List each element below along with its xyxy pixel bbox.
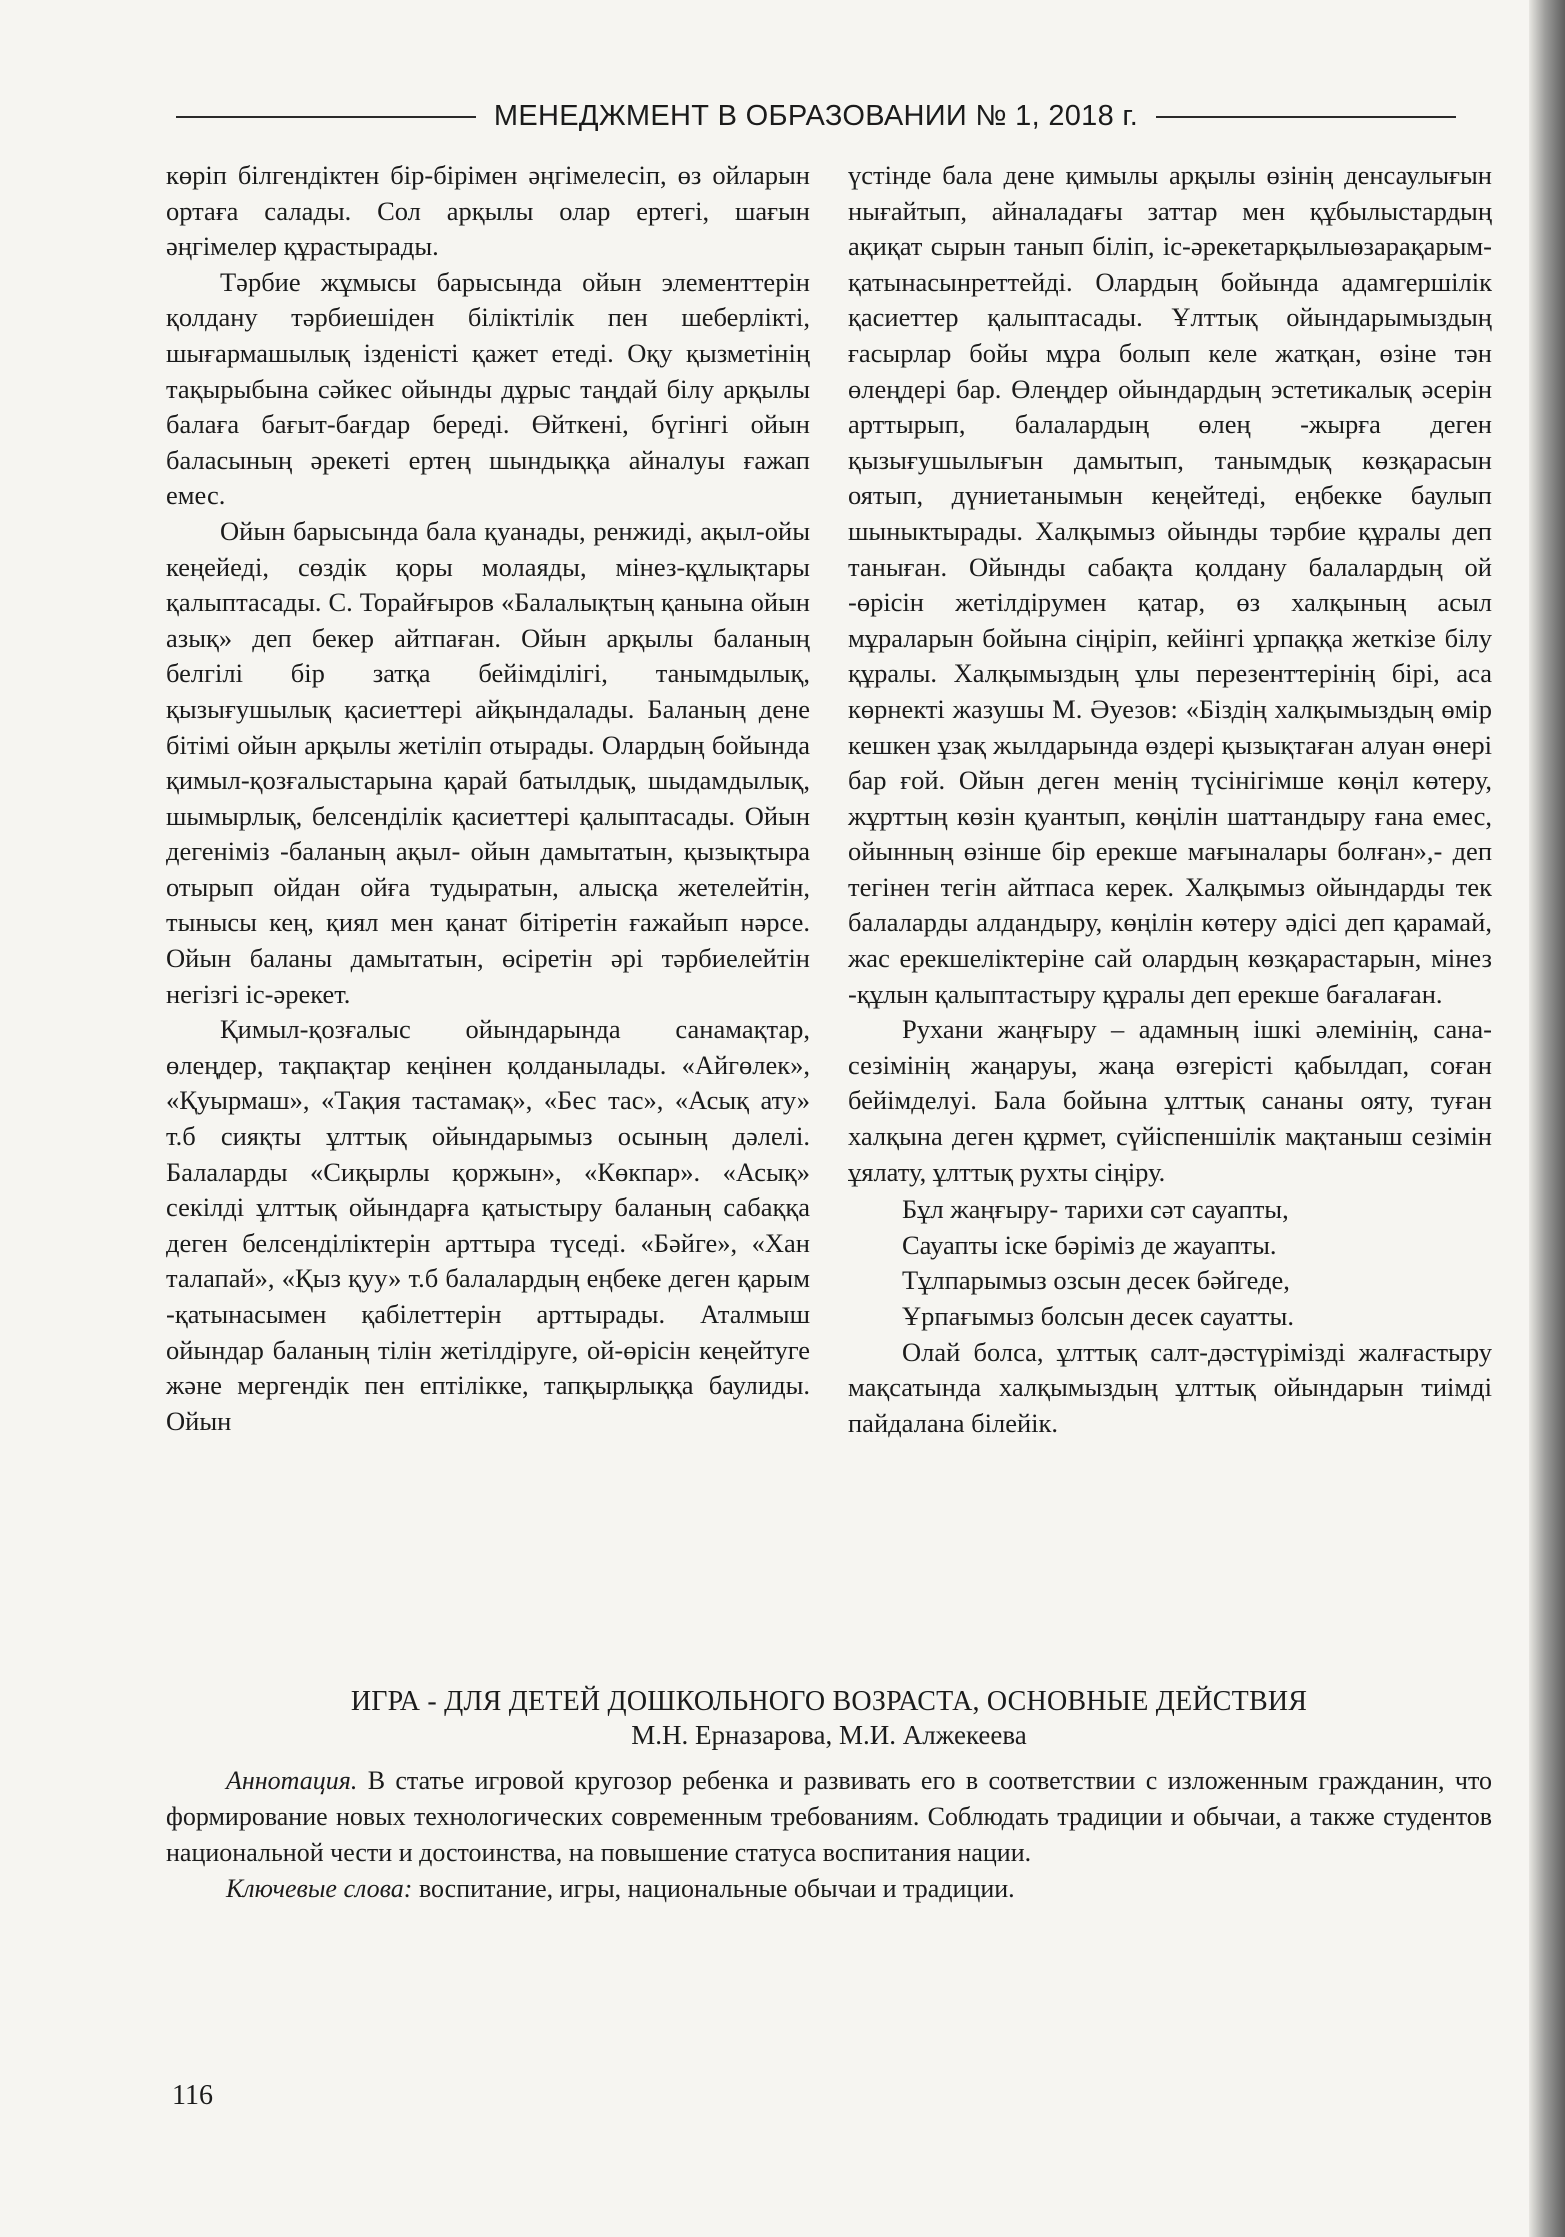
- header-rule-left: [176, 116, 476, 118]
- poem-line: Тұлпарымыз озсын десек бәйгеде,: [902, 1265, 1290, 1296]
- paragraph: Рухани жаңғыру – адамның ішкі әлемінің, сана- сезімінің жаңаруы, жаңа өзгерісті қабылдап, соған бейімделуі. Бала бойына ұлттық сананы ояту, туған халқына деген құрмет, сүйіспеншілік мақтаныш сезімін ұялату, ұлттық рухты сіңіру.: [848, 1014, 1492, 1187]
- two-column-body: [166, 158, 1492, 1441]
- keywords-text: воспитание, игры, национальные обычаи и традиции.: [412, 1874, 1015, 1903]
- page-edge-shadow: [1529, 0, 1565, 2237]
- abstract-label: Аннотация.: [226, 1766, 358, 1795]
- abstract-text: В статье игровой кругозор ребенка и развивать его в соответствии с изложенным гражданин, что формирование новых технологических современным требованиям. Соблюдать традиции и обычаи, а также студентов национальной чести и достоинства, на повышение статуса воспитания нации.: [166, 1766, 1492, 1867]
- poem-line: Сауапты іске бәріміз де жауапты.: [902, 1229, 1277, 1260]
- paragraph: Қимыл-қозғалыс ойындарында санамақтар, өлеңдер, тақпақтар кеңінен қолданылады. «Айгөлек», «Қуырмаш», «Тақия тастамақ», «Бес тас», «Асық ату» т.б сияқты ұлттық ойындарымыз осының дәлелі. Балаларды «Сиқырлы қоржын», «Көкпар». «Асық» секілді ұлттық ойындарға қатыстыру баланың сабаққа деген белсенділіктерін арттыра түседі. «Бәйге», «Хан талапай», «Қыз қуу» т.б балалардың еңбеке деген қарым -қатынасымен қабілеттерін арттырады. Аталмыш ойындар баланың тілін жетілдіруге, ой-өрісін кеңейтуге және мергендік пен ептілікке, тапқырлыққа баулиды. Ойын: [166, 1014, 810, 1436]
- keywords: [166, 1871, 1492, 1907]
- article-authors: М.Н. Ерназарова, М.И. Алжекеева: [631, 1720, 1027, 1750]
- abstract-block: [166, 1763, 1492, 1907]
- keywords-label: Ключевые слова:: [226, 1874, 413, 1903]
- paragraph: Тәрбие жұмысы барысында ойын элементтерін қолдану тәрбиешіден біліктілік пен шеберлікті, шығармашылық ізденісті қажет етеді. Оқу қызметінің тақырыбына сәйкес ойынды дұрыс таңдай білу арқылы балаға бағыт-бағдар береді. Өйткені, бүгінгі ойын баласының әрекеті ертең шындыққа айналуы ғажап емес.: [166, 266, 810, 511]
- paragraph: Ойын барысында бала қуанады, ренжиді, ақыл-ойы кеңейеді, сөздік қоры молаяды, мінез-құлықтары қалыптасады. С. Торайғыров «Балалықтың қанына ойын азық» деп бекер айтпаған. Ойын арқылы баланың белгілі бір затқа бейімділігі, танымдылық, қызығушылық қасиеттері айқындалады. Баланың дене бітімі ойын арқылы жетіліп отырады. Олардың бойында қимыл-қозғалыстарына қарай батылдық, шыдамдылық, шымырлық, белсенділік қасиеттері қалыптасады. Ойын дегеніміз -баланың ақыл- ойын дамытатын, қызықтыра отырып ойдан ойға тудыратын, алысқа жетелейтін, тынысы кең, қиял мен қанат бітіретін ғажайып нәрсе. Ойын баланы дамытатын, өсіретін әрі тәрбиелейтін негізгі іс-әрекет.: [166, 515, 810, 1009]
- header-rule-right: [1156, 116, 1456, 118]
- paragraph: көріп білгендіктен бір-бірімен әңгімелесіп, өз ойларын ортаға салады. Сол арқылы олар ертегі, шағын әңгімелер құрастырады.: [166, 160, 810, 262]
- journal-title: МЕНЕДЖМЕНТ В ОБРАЗОВАНИИ № 1, 2018 г.: [493, 100, 1139, 132]
- poem-line: Бұл жаңғыру- тарихи сәт сауапты,: [902, 1194, 1289, 1225]
- running-header: [176, 100, 1456, 133]
- right-column: [848, 158, 1492, 1441]
- article-title: ИГРА - ДЛЯ ДЕТЕЙ ДОШКОЛЬНОГО ВОЗРАСТА, ОСНОВНЫЕ ДЕЙСТВИЯ: [350, 1686, 1308, 1717]
- paragraph: Олай болса, ұлттық салт-дәстүрімізді жалғастыру мақсатында халқымыздың ұлттық ойындарын тиімді пайдалана білейік.: [848, 1336, 1492, 1438]
- article-section: [166, 1686, 1492, 1907]
- poem-line: Ұрпағымыз болсын десек сауатты.: [902, 1301, 1294, 1331]
- page-number: 116: [172, 2080, 213, 2111]
- poem: [902, 1192, 1492, 1334]
- paragraph: үстінде бала дене қимылы арқылы өзінің денсаулығын нығайтып, айналадағы заттар мен құбылыстардың ақиқат сырын танып біліп, іс-әрекетарқылыөзарақарым-қатынасынреттейді. Олардың бойында адамгершілік қасиеттер қалыптасады. Ұлттық ойындарымыздың ғасырлар бойы мұра болып келе жатқан, өзіне тән өлеңдері бар. Өлеңдер ойындардың эстетикалық әсерін арттырып, балалардың өлең -жырға деген қызығушылығын дамытып, танымдық көзқарасын оятып, дүниетанымын кеңейтеді, еңбекке баулып шыныктырады. Халқымыз ойынды тәрбие құралы деп таныған. Ойынды сабақта қолдану балалардың ой -өрісін жетілдірумен қатар, өз халқының асыл мұраларын бойына сіңіріп, кейінгі ұрпаққа жеткізе білу құралы. Халқымыздың ұлы перезенттерінің бірі, аса көрнекті жазушы М. Әуезов: «Біздің халқымыздың өмір кешкен ұзақ жылдарында өздері қызықтаған алуан өнері бар ғой. Ойын деген менің түсінігімше көңіл көтеру, жұрттың көзін қуантып, көңілін шаттандыру ғана емес, ойынның өзінше бір ерекше мағыналары болған»,- деп тегінен тегін айтпаса керек. Халқымыз ойындарды тек балаларды алдандыру, көңілін көтеру әдісі деп қарамай, жас ерекшеліктеріне сай олардың көзқарастарын, мінез -құлын қалыптастыру құралы деп ерекше бағалаған.: [848, 160, 1492, 1009]
- left-column: [166, 158, 810, 1441]
- abstract: [166, 1763, 1492, 1871]
